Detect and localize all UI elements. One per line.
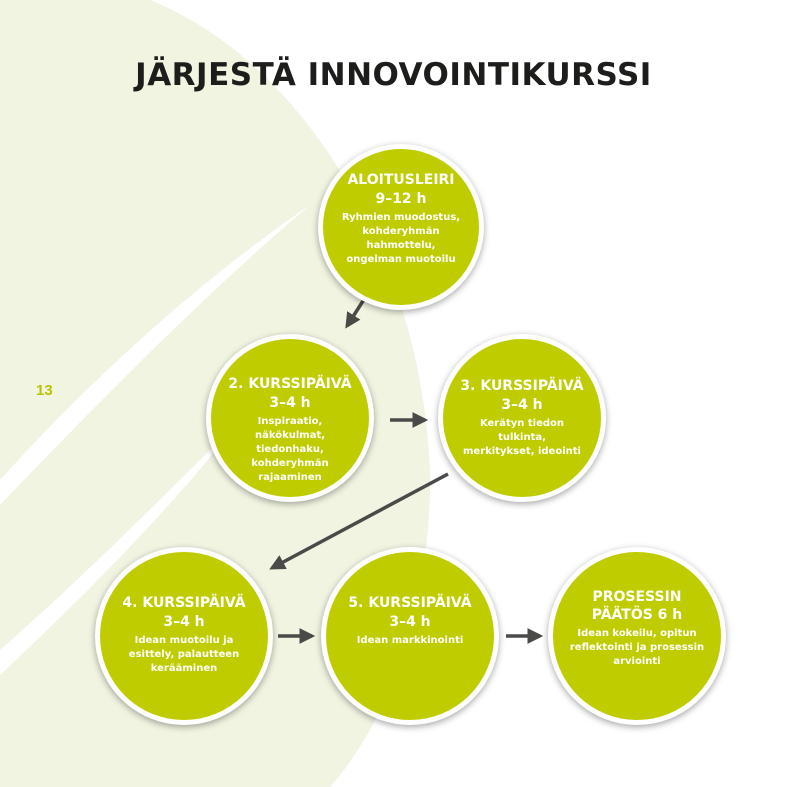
step-description: Inspiraatio, näkökulmat, tiedonhaku, kohderyhmän rajaaminen — [251, 416, 329, 483]
step-kurssipaiva-5 — [321, 547, 499, 725]
step-duration: 3–4 h — [501, 397, 543, 413]
step-title: PROSESSIN PÄÄTÖS 6 h — [591, 589, 683, 623]
step-description: Ryhmien muodostus, kohderyhmän hahmottelu, ongelman muotoilu — [341, 212, 461, 265]
step-title: 3. KURSSIPÄIVÄ — [460, 378, 584, 394]
step-aloitusleiri — [318, 144, 484, 310]
step-kurssipaiva-3 — [438, 334, 606, 502]
step-duration: 9–12 h — [375, 191, 427, 207]
step-duration: 3–4 h — [269, 395, 311, 411]
page-title: JÄRJESTÄ INNOVOINTIKURSSI — [135, 57, 652, 93]
step-description: Kerätyn tiedon tulkinta, merkitykset, ideointi — [463, 418, 581, 457]
step-description: Idean kokeilu, opitun reflektointi ja prosessin arviointi — [569, 628, 705, 667]
step-description: Idean muotoilu ja esittely, palautteen kerääminen — [128, 635, 240, 674]
step-title: 5. KURSSIPÄIVÄ — [348, 595, 472, 611]
page-number: 13 — [36, 382, 53, 399]
step-kurssipaiva-4 — [95, 547, 273, 725]
step-prosessin-paatos — [548, 547, 726, 725]
step-duration: 3–4 h — [163, 614, 205, 630]
step-title: 4. KURSSIPÄIVÄ — [122, 595, 246, 611]
step-kurssipaiva-2 — [206, 334, 374, 502]
step-title: ALOITUSLEIRI — [347, 172, 455, 188]
step-title: 2. KURSSIPÄIVÄ — [228, 376, 352, 392]
step-description: Idean markkinointi — [356, 635, 464, 646]
step-duration: 3–4 h — [389, 614, 431, 630]
